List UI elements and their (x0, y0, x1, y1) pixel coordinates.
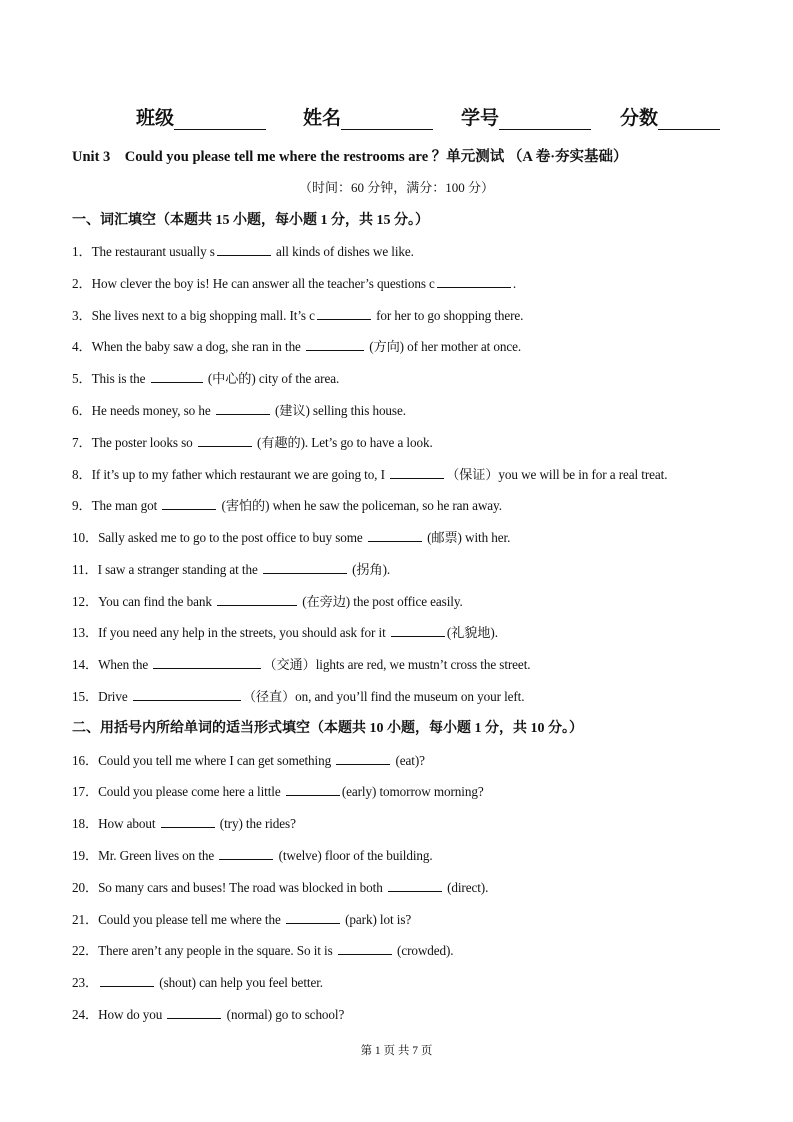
class-blank[interactable] (174, 109, 266, 130)
answer-blank[interactable] (216, 400, 270, 415)
answer-blank[interactable] (391, 622, 445, 637)
question-text: (early) tomorrow morning? (341, 784, 484, 799)
section-2-heading: 二、用括号内所给单词的适当形式填空（本题共 10 小题，每小题 1 分，共 10 分。） (72, 721, 583, 736)
question-text: 10．Sally asked me to go to the post office to buy some (72, 530, 366, 545)
question-8 (72, 464, 667, 483)
question-text: for her to go shopping there. (372, 308, 524, 323)
answer-blank[interactable] (133, 686, 241, 701)
student-id-blank[interactable] (499, 109, 591, 130)
section-1-heading: 一、词汇填空（本题共 15 小题，每小题 1 分，共 15 分。） (72, 213, 429, 228)
name-field[interactable] (303, 103, 433, 130)
answer-blank[interactable] (317, 305, 371, 320)
answer-blank[interactable] (368, 527, 422, 542)
question-16 (72, 750, 425, 769)
question-text: 22．There aren’t any people in the square. So it is (72, 943, 336, 958)
question-text: 13．If you need any help in the streets, you should ask for it (72, 625, 389, 640)
question-text: 14．When the (72, 657, 152, 672)
answer-blank[interactable] (100, 972, 154, 987)
question-text: 7．The poster looks so (72, 435, 196, 450)
question-21 (72, 909, 411, 928)
answer-blank[interactable] (286, 781, 340, 796)
question-text: 12．You can find the bank (72, 594, 216, 609)
question-6 (72, 400, 406, 419)
answer-blank[interactable] (219, 845, 273, 860)
name-label: 姓名 (303, 108, 342, 129)
question-text: (park) lot is? (341, 912, 412, 927)
question-12 (72, 591, 463, 610)
student-id-field[interactable] (461, 103, 591, 130)
question-text: 6．He needs money, so he (72, 403, 214, 418)
question-text: (normal) go to school? (223, 1007, 345, 1022)
answer-blank[interactable] (217, 241, 271, 256)
question-13 (72, 622, 498, 641)
answer-blank[interactable] (388, 877, 442, 892)
answer-blank[interactable] (162, 495, 216, 510)
question-text: 8．If it’s up to my father which restaurant we are going to, I (72, 467, 389, 482)
question-text: (try) the rides? (216, 816, 296, 831)
answer-blank[interactable] (161, 813, 215, 828)
question-text: 16．Could you tell me where I can get something (72, 753, 335, 768)
question-text: （径直）on, and you’ll find the museum on your left. (242, 689, 525, 704)
question-text: (中心的) city of the area. (204, 371, 340, 386)
question-text: 1．The restaurant usually s (72, 244, 215, 259)
question-text: (拐角). (348, 562, 391, 577)
answer-blank[interactable] (263, 559, 347, 574)
answer-blank[interactable] (306, 336, 364, 351)
score-field[interactable] (620, 103, 720, 130)
question-text: （保证）you we will be in for a real treat. (446, 467, 668, 482)
question-24 (72, 1004, 344, 1023)
question-20 (72, 877, 488, 896)
answer-blank[interactable] (336, 750, 390, 765)
question-1 (72, 241, 414, 260)
question-4 (72, 336, 521, 355)
question-11 (72, 559, 390, 578)
exam-title: Unit 3 Could you please tell me where the restrooms are ？单元测试 （A 卷·夯实基础） (72, 149, 628, 165)
question-17 (72, 781, 484, 800)
exam-subtitle: （时间：60 分钟，满分：100 分） (298, 180, 494, 195)
question-text: (有趣的). Let’s go to have a look. (253, 435, 433, 450)
answer-blank[interactable] (437, 273, 511, 288)
question-text: 4．When the baby saw a dog, she ran in the (72, 339, 305, 354)
question-text: 19．Mr. Green lives on the (72, 848, 218, 863)
question-text: (建议) selling this house. (271, 403, 406, 418)
question-18 (72, 813, 296, 832)
question-text: （交通）lights are red, we mustn’t cross the street. (263, 657, 531, 672)
question-text: 18．How about (72, 816, 159, 831)
student-id-label: 学号 (461, 108, 500, 129)
class-label: 班级 (136, 108, 175, 129)
question-14 (72, 654, 530, 673)
question-text: 20．So many cars and buses! The road was blocked in both (72, 880, 386, 895)
question-text: (crowded). (393, 943, 454, 958)
question-22 (72, 940, 454, 959)
answer-blank[interactable] (286, 909, 340, 924)
answer-blank[interactable] (338, 940, 392, 955)
score-blank[interactable] (658, 109, 720, 130)
question-text: 9．The man got (72, 498, 161, 513)
question-text: (direct). (443, 880, 489, 895)
question-10 (72, 527, 510, 546)
question-text: 2．How clever the boy is! He can answer all the teacher’s questions c (72, 276, 435, 291)
question-5 (72, 368, 339, 387)
question-text: . (512, 276, 517, 291)
score-label: 分数 (620, 108, 659, 129)
page-number: 第 1 页 共 7 页 (360, 1045, 433, 1057)
question-19 (72, 845, 433, 864)
answer-blank[interactable] (153, 654, 261, 669)
question-2 (72, 273, 516, 292)
question-text: (邮票) with her. (423, 530, 511, 545)
question-text: 24．How do you (72, 1007, 166, 1022)
answer-blank[interactable] (151, 368, 203, 383)
question-text: 21．Could you please tell me where the (72, 912, 284, 927)
question-text: (在旁边) the post office easily. (299, 594, 463, 609)
question-text: 23． (72, 975, 99, 990)
question-text: all kinds of dishes we like. (272, 244, 414, 259)
question-15 (72, 686, 524, 705)
question-text: 11．I saw a stranger standing at the (72, 562, 261, 577)
question-text: (害怕的) when he saw the policeman, so he ran away. (218, 498, 502, 513)
question-23 (72, 972, 323, 991)
answer-blank[interactable] (390, 464, 444, 479)
answer-blank[interactable] (167, 1004, 221, 1019)
question-3 (72, 305, 523, 324)
question-9 (72, 495, 502, 514)
question-text: (twelve) floor of the building. (275, 848, 433, 863)
question-text: (方向) of her mother at once. (366, 339, 522, 354)
answer-blank[interactable] (217, 591, 297, 606)
question-7 (72, 432, 433, 451)
question-text: (shout) can help you feel better. (156, 975, 323, 990)
question-text: 5．This is the (72, 371, 149, 386)
question-text: 3．She lives next to a big shopping mall. It’s c (72, 308, 315, 323)
question-text: 15．Drive (72, 689, 131, 704)
question-text: (礼貌地). (446, 625, 498, 640)
class-field[interactable] (136, 103, 266, 130)
question-text: 17．Could you please come here a little (72, 784, 284, 799)
question-text: (eat)? (392, 753, 425, 768)
name-blank[interactable] (341, 109, 433, 130)
answer-blank[interactable] (198, 432, 252, 447)
